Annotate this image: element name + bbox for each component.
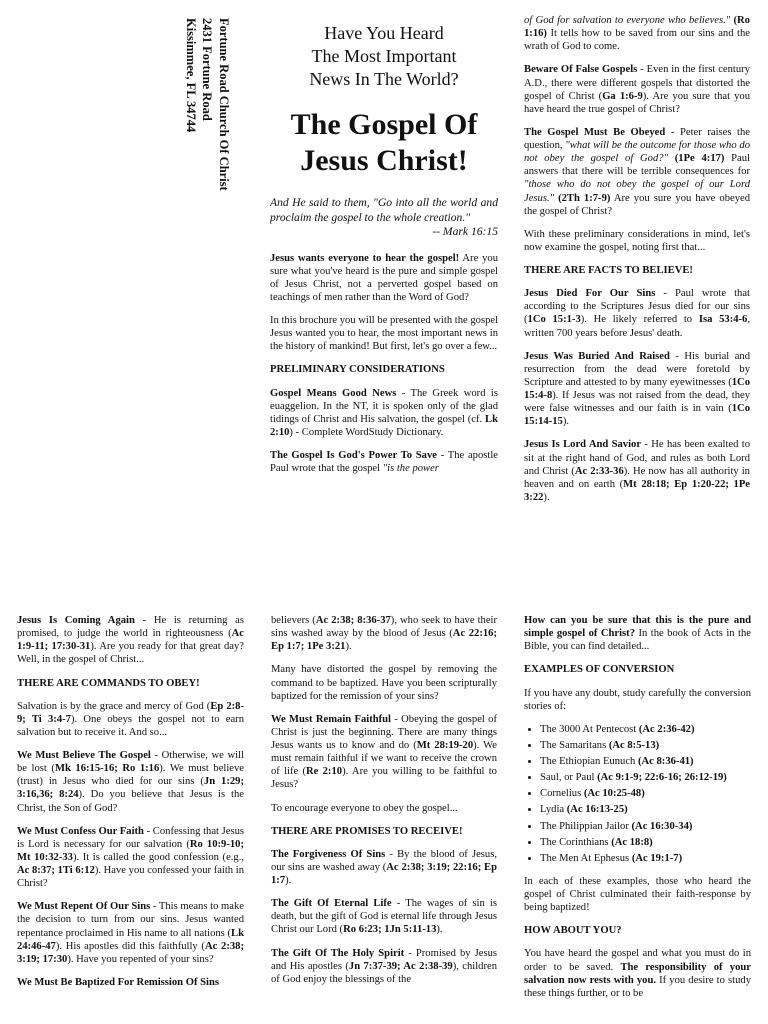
cont-text: It tells how to be saved from our sins and the wrath of God to come. bbox=[524, 28, 750, 53]
buried-ref-2: 1Co 15:14-15 bbox=[524, 403, 750, 428]
church-address bbox=[183, 18, 233, 218]
forgive-bold: The Forgiveness Of Sins bbox=[271, 848, 386, 860]
forgive-paragraph bbox=[271, 848, 497, 887]
facts-heading: THERE ARE FACTS TO BELIEVE! bbox=[524, 265, 693, 276]
coming-ref: Ac 1:9-11; 17:30-31 bbox=[17, 628, 244, 653]
brochure-paragraph: In this brochure you will be presented with the gospel Jesus wanted you to hear, the most important news in the history of mankind! But first, let's go over a few... bbox=[270, 315, 498, 353]
conversion-name: The Corinthians bbox=[540, 836, 612, 848]
sure-bold: How can you be sure that this is the pure and simple gospel of Christ? bbox=[524, 615, 751, 640]
conversion-name: The Men At Ephesus bbox=[540, 852, 632, 864]
repent-bold: We Must Repent Of Our Sins bbox=[17, 901, 151, 913]
died-ref: 1Co 15:1-3 bbox=[527, 314, 581, 326]
buried-paragraph bbox=[524, 350, 750, 429]
coming-text: - He is returning as promised, to judge the world in righteousness ( bbox=[17, 615, 244, 640]
conversion-name: Cornelius bbox=[540, 788, 584, 800]
faithful-paragraph bbox=[271, 713, 497, 792]
eternal-paragraph bbox=[271, 897, 497, 936]
believe-text-2: ). We must believe (trust) in Jesus who died for our sins ( bbox=[17, 763, 244, 788]
conversion-name: The Samaritans bbox=[540, 739, 609, 751]
forgive-ref: Ac 2:38; 3:19; 22:16; Ep 1:7 bbox=[271, 861, 497, 886]
salvation-paragraph bbox=[17, 700, 244, 739]
cont-ref: (Ro 1:16) bbox=[524, 15, 750, 40]
confess-text-3: ). Have you confessed your faith in Christ? bbox=[17, 865, 244, 890]
lord-ref: Ac 2:33-36 bbox=[574, 465, 624, 477]
title-line-2: The Most Important bbox=[311, 46, 457, 67]
repent-text: - This means to make the decision to turn from our sins. Jesus wanted repentance proclaimed in His name to all nations ( bbox=[17, 901, 244, 939]
cont-paragraph bbox=[524, 14, 750, 53]
repent-ref: Lk 24:46-47 bbox=[17, 927, 244, 952]
heard-text: You have heard the gospel and what you must do in order to be saved. bbox=[524, 948, 751, 973]
buried-text-2: ). If Jesus was not raised from the dead, they were false witnesses and our faith is in vain ( bbox=[524, 390, 750, 415]
cover-panel bbox=[270, 22, 498, 570]
inner-right-panel bbox=[524, 614, 751, 1024]
salvation-ref: Ep 2:8-9; Ti 3:4-7 bbox=[17, 700, 244, 725]
believe-bold: We Must Believe The Gospel bbox=[17, 750, 151, 761]
believe-ref: Mk 16:15-16; Ro 1:16 bbox=[54, 763, 160, 775]
salvation-text: Salvation is by the grace and mercy of God ( bbox=[17, 700, 211, 712]
cont-text-2: ), who seek to have their sins washed away by the blood of Jesus ( bbox=[271, 615, 497, 640]
main-title-line-1: The Gospel Of bbox=[290, 108, 478, 142]
how-about-you-heading: HOW ABOUT YOU? bbox=[524, 925, 622, 937]
conversion-ref: (Ac 2:36-42) bbox=[638, 723, 695, 735]
main-title-line-2: Jesus Christ! bbox=[300, 144, 468, 178]
repent-text-3: ). Have you repented of your sins? bbox=[67, 953, 214, 965]
eternal-text-2: ). bbox=[436, 924, 443, 936]
cont-ref: Ac 2:38; 8:36-37 bbox=[315, 615, 391, 626]
power-quote: "is the power bbox=[382, 463, 439, 475]
obeyed-text-2: Paul answers that there will be terrible consequences for bbox=[524, 153, 750, 178]
died-ref-2: Isa 53:4-6 bbox=[698, 314, 748, 326]
false-gospels-paragraph bbox=[524, 63, 750, 116]
repent-paragraph bbox=[17, 900, 244, 966]
spirit-paragraph bbox=[271, 947, 497, 986]
prelim-summary-paragraph: With these preliminary considerations in mind, let's now examine the gospel, noting first that... bbox=[524, 228, 750, 253]
sure-text: In the book of Acts in the Bible, you can find detailed... bbox=[524, 628, 751, 653]
cont-text: believers ( bbox=[271, 615, 316, 626]
title-line-3: News In The World? bbox=[309, 69, 459, 90]
faithful-text: - Obeying the gospel of Christ is just the beginning. There are many things Jesus wants us to know and do ( bbox=[271, 713, 497, 751]
cont-ref-2: Ac 22:16; Ep 1:7; 1Pe 3:21 bbox=[271, 628, 497, 653]
spirit-text-2: ), children of God enjoy the blessings of the bbox=[271, 960, 497, 985]
baptism-cont-paragraph bbox=[271, 614, 497, 653]
good-news-bold: Gospel Means Good News bbox=[270, 387, 397, 399]
buried-text-3: ). bbox=[562, 416, 570, 428]
false-text: - Even in the first century A.D., there were different gospels that distorted the gospel of Christ ( bbox=[524, 64, 750, 102]
doubt-paragraph: If you have any doubt, study carefully the conversion stories of: bbox=[524, 687, 751, 712]
died-bold: Jesus Died For Our Sins bbox=[524, 288, 656, 300]
baptized-paragraph bbox=[17, 976, 244, 989]
conversion-name: The 3000 At Pentecost bbox=[540, 723, 639, 735]
believe-text-3: ). Do you believe that Jesus is the Christ, the Son of God? bbox=[17, 789, 244, 814]
conversion-name: Lydia bbox=[540, 804, 567, 816]
eternal-text: - The wages of sin is death, but the gift of God is eternal life through Jesus Christ our Lord ( bbox=[271, 898, 497, 936]
obeyed-quote: "what will be the outcome for those who do not obey the gospel of God?" bbox=[524, 140, 750, 165]
believe-text: - Otherwise, we will be lost ( bbox=[17, 750, 244, 775]
examples-heading: EXAMPLES OF CONVERSION bbox=[524, 664, 675, 676]
false-text-2: ). Are you sure that you have heard the true gospel of Christ? bbox=[524, 90, 750, 115]
list-item bbox=[540, 852, 751, 865]
died-text-3: , written 700 years before Jesus' death. bbox=[524, 314, 750, 339]
conversion-ref: (Ac 10:25-48) bbox=[583, 788, 645, 800]
sure-paragraph bbox=[524, 614, 751, 653]
prelim-heading: PRELIMINARY CONSIDERATIONS bbox=[270, 364, 445, 376]
faithful-text-2: ). We must remain faithful if we want to receive the crown of life ( bbox=[271, 740, 497, 778]
buried-ref: 1Co 15:4-8 bbox=[524, 376, 750, 401]
inner-left-panel bbox=[17, 614, 244, 1024]
lord-ref-2: Mt 28:18; Ep 1:20-22; 1Pe 3:22 bbox=[524, 478, 750, 503]
good-news-text: - The Greek word is euaggelion. In the NT, it is spoken only of the glad tidings of Christ and His salvation, the gospel (cf. bbox=[270, 387, 498, 425]
buried-bold: Jesus Was Buried And Raised bbox=[524, 350, 670, 362]
list-item bbox=[540, 723, 751, 736]
conversion-ref: (Ac 19:1-7) bbox=[631, 852, 683, 864]
conversion-name: The Philippian Jailor bbox=[540, 820, 632, 832]
confess-ref-2: Ac 8:37; 1Ti 6:12 bbox=[17, 865, 95, 876]
intro-bold: Jesus wants everyone to hear the gospel! bbox=[270, 252, 460, 264]
commands-heading: THERE ARE COMMANDS TO OBEY! bbox=[17, 677, 200, 689]
examples-paragraph: In each of these examples, those who heard the gospel of Christ culminated their faith-response by being baptized! bbox=[524, 875, 751, 914]
confess-paragraph bbox=[17, 825, 244, 891]
conversion-list bbox=[524, 723, 751, 865]
conversion-ref: (Ac 9:1-9; 22:6-16; 26:12-19) bbox=[597, 772, 727, 784]
good-news-paragraph bbox=[270, 387, 498, 440]
address-line-2: 2431 Fortune Road bbox=[200, 18, 215, 121]
faithful-ref: Mt 28:19-20 bbox=[416, 740, 474, 751]
lord-bold: Jesus Is Lord And Savior bbox=[524, 439, 642, 451]
heard-paragraph bbox=[524, 947, 751, 1000]
believe-paragraph bbox=[17, 749, 244, 815]
eternal-bold: The Gift Of Eternal Life bbox=[271, 898, 392, 910]
confess-bold: We Must Confess Our Faith bbox=[17, 825, 144, 837]
obeyed-paragraph bbox=[524, 126, 750, 218]
right-top-panel bbox=[524, 14, 750, 570]
spirit-text: - Promised by Jesus and His apostles ( bbox=[271, 947, 497, 972]
conversion-ref: (Ac 8:5-13) bbox=[608, 739, 660, 751]
confess-text: - Confessing that Jesus is Lord is necessary for our salvation ( bbox=[17, 825, 244, 850]
address-line-1: Fortune Road Church Of Christ bbox=[217, 18, 231, 191]
power-text: - The apostle Paul wrote that the gospel bbox=[270, 450, 498, 475]
good-news-text-2: ) - Complete WordStudy Dictionary. bbox=[289, 426, 444, 438]
faithful-bold: We Must Remain Faithful bbox=[271, 713, 391, 725]
cover-title-top bbox=[270, 22, 498, 91]
address-line-3: Kissimmee, FL 34744 bbox=[184, 18, 198, 133]
believe-ref-2: Jn 1:29; 3:16,36; 8:24 bbox=[17, 776, 244, 801]
cover-title-main bbox=[270, 107, 498, 179]
faithful-text-3: ). Are you willing to be faithful to Jesus? bbox=[271, 766, 497, 791]
salvation-text-2: ). One obeys the gospel not to earn salvation but to receive it. And so... bbox=[17, 713, 244, 738]
obeyed-ref-2: (2Th 1:7-9) bbox=[554, 192, 611, 204]
forgive-text: - By the blood of Jesus, our sins are washed away ( bbox=[271, 848, 497, 873]
coming-bold: Jesus Is Coming Again bbox=[17, 615, 135, 626]
obeyed-bold: The Gospel Must Be Obeyed bbox=[524, 126, 666, 138]
confess-text-2: ). It is called the good confession (e.g., bbox=[72, 851, 244, 863]
obeyed-text: - Peter raises the question, bbox=[524, 126, 750, 151]
cover-quote: And He said to them, "Go into all the world and proclaim the gospel to the whole creation." bbox=[270, 196, 498, 225]
conversion-ref: (Ac 16:13-25) bbox=[566, 804, 628, 816]
promises-heading: THERE ARE PROMISES TO RECEIVE! bbox=[271, 825, 463, 837]
conversion-ref: (Ac 18:8) bbox=[611, 836, 653, 848]
list-item bbox=[540, 739, 751, 752]
faithful-ref-2: Re 2:10 bbox=[306, 766, 343, 778]
cont-quote: of God for salvation to everyone who believes." bbox=[524, 15, 731, 26]
intro-text: Are you sure what you've heard is the pure and simple gospel of Jesus Christ, not a perverted gospel based on teachings of men rather than the Word of God? bbox=[270, 252, 498, 303]
title-line-1: Have You Heard bbox=[324, 23, 444, 43]
spirit-bold: The Gift Of The Holy Spirit bbox=[271, 947, 405, 959]
obeyed-ref: (1Pe 4:17) bbox=[668, 153, 725, 165]
conversion-ref: (Ac 8:36-41) bbox=[637, 756, 694, 767]
heard-bold: The responsibility of your salvation now rests with you. bbox=[524, 961, 751, 986]
lord-text: - He has been exalted to sit at the right hand of God, and rules as both Lord and Christ ( bbox=[524, 439, 750, 477]
inner-mid-panel bbox=[271, 614, 497, 1024]
list-item bbox=[540, 771, 751, 784]
spirit-ref: Jn 7:37-39; Ac 2:38-39 bbox=[348, 960, 453, 972]
lord-text-3: ). bbox=[543, 491, 550, 503]
confess-ref: Ro 10:9-10; Mt 10:32-33 bbox=[17, 838, 244, 863]
obeyed-quote-2: "those who do not obey the gospel of our Lord Jesus." bbox=[524, 179, 750, 204]
baptized-bold: We Must Be Baptized For Remission Of Sins bbox=[17, 976, 219, 988]
coming-text-2: ). Are you ready for that great day? Well, in the gospel of Christ... bbox=[17, 641, 244, 666]
false-bold: Beware Of False Gospels bbox=[524, 64, 638, 76]
lord-text-2: ). He now has all authority in heaven and on earth ( bbox=[524, 465, 750, 490]
intro-paragraph bbox=[270, 252, 498, 305]
heard-text-2: If you desire to study these things further, or to be bbox=[524, 974, 751, 999]
cont-text-3: ). bbox=[345, 641, 352, 653]
buried-text: - His burial and resurrection from the dead were foretold by Scripture and attested to by many eyewitnesses ( bbox=[524, 350, 750, 388]
list-item bbox=[540, 820, 751, 833]
coming-paragraph bbox=[17, 614, 244, 667]
power-paragraph bbox=[270, 449, 498, 475]
eternal-ref: Ro 6:23; 1Jn 5:11-13 bbox=[343, 924, 437, 936]
distorted-paragraph: Many have distorted the gospel by removing the command to be baptized. Have you been scripturally baptized for the remission of your sins? bbox=[271, 664, 497, 702]
cover-quote-source: -- Mark 16:15 bbox=[432, 225, 498, 239]
forgive-text-2: ). bbox=[285, 875, 292, 886]
conversion-name: Saul, or Paul bbox=[540, 772, 598, 784]
encourage-paragraph: To encourage everyone to obey the gospel... bbox=[271, 802, 458, 814]
list-item bbox=[540, 836, 751, 849]
repent-text-2: ). His apostles did this faithfully ( bbox=[55, 940, 205, 952]
died-text-2: ). He likely referred to bbox=[580, 314, 699, 326]
list-item bbox=[540, 787, 751, 800]
conversion-name: The Ethiopian Eunuch bbox=[540, 756, 638, 767]
died-paragraph bbox=[524, 287, 750, 340]
repent-ref-2: Ac 2:38; 3:19; 17:30 bbox=[17, 940, 244, 965]
power-bold: The Gospel Is God's Power To Save bbox=[270, 450, 437, 462]
obeyed-text-3: Are you sure you have obeyed the gospel of Christ? bbox=[524, 192, 750, 217]
died-text: - Paul wrote that according to the Scriptures Jesus died for our sins ( bbox=[524, 288, 750, 326]
lord-paragraph bbox=[524, 438, 750, 504]
conversion-ref: (Ac 16:30-34) bbox=[631, 820, 693, 832]
list-item bbox=[540, 755, 751, 768]
good-news-ref: Lk 2:10 bbox=[270, 413, 498, 438]
false-ref: Ga 1:6-9 bbox=[602, 90, 643, 102]
list-item bbox=[540, 803, 751, 816]
